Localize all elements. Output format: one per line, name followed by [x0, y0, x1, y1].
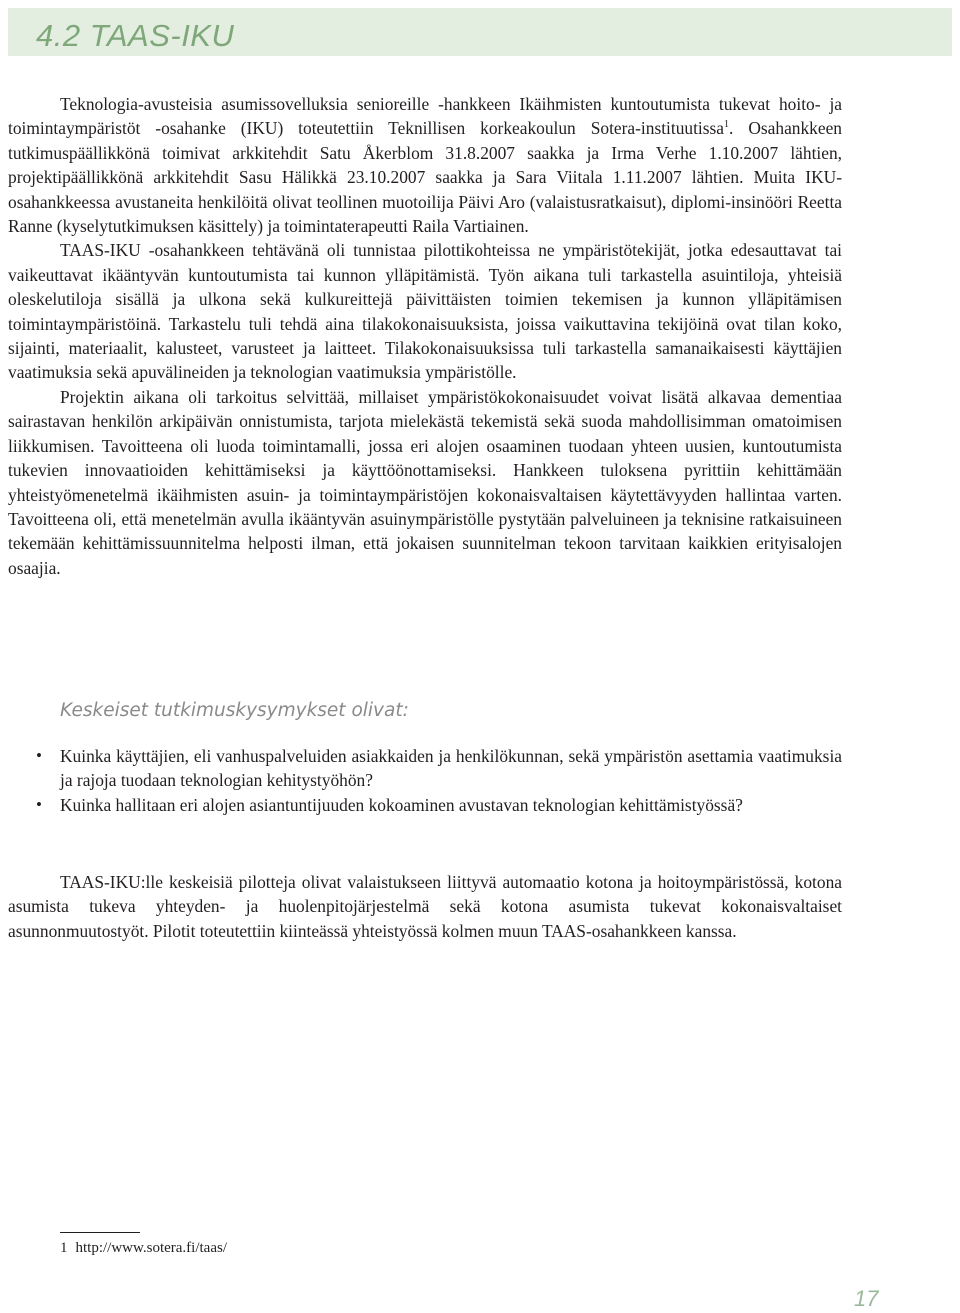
research-questions-list [8, 744, 842, 817]
research-questions-heading: Keskeiset tutkimuskysymykset olivat: [60, 700, 409, 721]
page-number: 17 [854, 1286, 879, 1311]
footnote-divider [60, 1232, 140, 1233]
section-header-band [8, 8, 952, 56]
list-item [8, 744, 842, 793]
paragraph-intro-rest: . Osahankkeen tutkimuspäällikkönä toimivat arkkitehdit Satu Åkerblom 31.8.2007 saakka ja Irma Verhe 1.10.2007 lähtien, projektipäällikkönä arkkitehdit Sasu Hälikkä 23.10.2007 saakka ja Sara Viitala 1.11.2007 lähtien. Muita IKU-osahankkeessa avustaneita henkilöitä olivat teollinen muotoilija Päivi Aro (valaistusratkaisut), diplomi-insinööri Reetta Ranne (kyselytutkimuksen käsittely) ja toimintaterapeutti Raila Vartiainen. [8, 118, 843, 237]
paragraph-goals: Projektin aikana oli tarkoitus selvittää, millaiset ympäristökokonaisuudet voivat lisätä alkavaa dementiaa sairastavan henkilön arkipäivän onnistumista, tarjota mielekästä tekemistä sekä suoda mahdollisimman omatoimisen liikkumisen. Tavoitteena oli luoda toimintamalli, jossa eri alojen osaaminen tuodaan yhteen uusien, kuntoutumista tukevien innovaatioiden kehittämiseksi ja käyttöönottamiseksi. Hankkeen tuloksena pyrittiin kehittämään yhteistyömenetelmä ikäihmisten asuin- ja toimintaympäristöjen kokonaisvaltaisen käytettävyyden hallintaa varten. Tavoitteena oli, että menetelmän avulla ikääntyvän asuinympäristölle pystytään palveluineen ja teknisine ratkaisuineen tekemään kehittämissuunnitelma helposti ilman, että jokaisen suunnitelman tekoon tarvitaan kaikkien erityisalojen osaajia. [8, 386, 842, 578]
paragraph-task: TAAS-IKU -osahankkeen tehtävänä oli tunnistaa pilottikohteissa ne ympäristötekijät, jotka edesauttavat tai vaikeuttavat ikääntyvän kuntoutumista tai kunnon ylläpitämistä. Työn aikana tuli tarkastella asuintiloja, yhteisiä oleskelutiloja sisällä ja ulkona sekä kulkureittejä päivittäisten toimien tekemisen ja kunnon ylläpitämisen toimintaympäristöinä. Tarkastelu tuli tehdä aina tilakokonaisuuksista, joissa vaikuttavina tekijöinä ovat tilan koko, sijainti, materiaalit, kalusteet, varusteet ja laitteet. Tilakokonaisuuksissa tuli tarkastella samanaikaisesti käyttäjien vaatimuksia sekä apuvälineiden ja teknologian vaatimuksia ympäristölle. [8, 240, 842, 383]
paragraph-intro-start: Teknologia-avusteisia asumissovelluksia senioreille -hankkeen Ikäihmisten kuntoutumista tukevat hoito- ja toimintaympäristöt -osahanke (IKU) toteutettiin Teknillisen korkeakoulun Sotera-instituutissa [8, 94, 842, 139]
footnote-link[interactable]: http://www.sotera.fi/taas/ [75, 1240, 227, 1256]
section-title: 4.2 TAAS-IKU [36, 18, 235, 53]
list-item-text: Kuinka hallitaan eri alojen asiantuntijuuden kokoaminen avustavan teknologian kehittämistyössä? [60, 794, 743, 815]
footnote [60, 1240, 227, 1257]
bullet-icon: • [36, 746, 42, 765]
footnote-ref: 1 [724, 118, 730, 130]
list-item-text: Kuinka käyttäjien, eli vanhuspalveluiden asiakkaiden ja henkilökunnan, sekä ympäristön asettamia vaatimuksia ja rajoja tuodaan teknologian kehitystyöhön? [60, 746, 842, 791]
body-text [8, 92, 842, 580]
list-item [8, 793, 842, 817]
paragraph-pilots: TAAS-IKU:lle keskeisiä pilotteja olivat valaistukseen liittyvä automaatio kotona ja hoitoympäristössä, kotona asumista tukeva yhteyden- ja huolenpitojärjestelmä sekä kotona asumista tukevat kokonaisvaltaiset asunnonmuutostyöt. Pilotit toteutettiin kiinteässä yhteistyössä kolmen muun TAAS-osahankkeen kanssa. [8, 872, 842, 941]
footnote-number: 1 [60, 1240, 68, 1256]
bullet-icon: • [36, 794, 42, 814]
paragraph-intro [8, 92, 842, 238]
